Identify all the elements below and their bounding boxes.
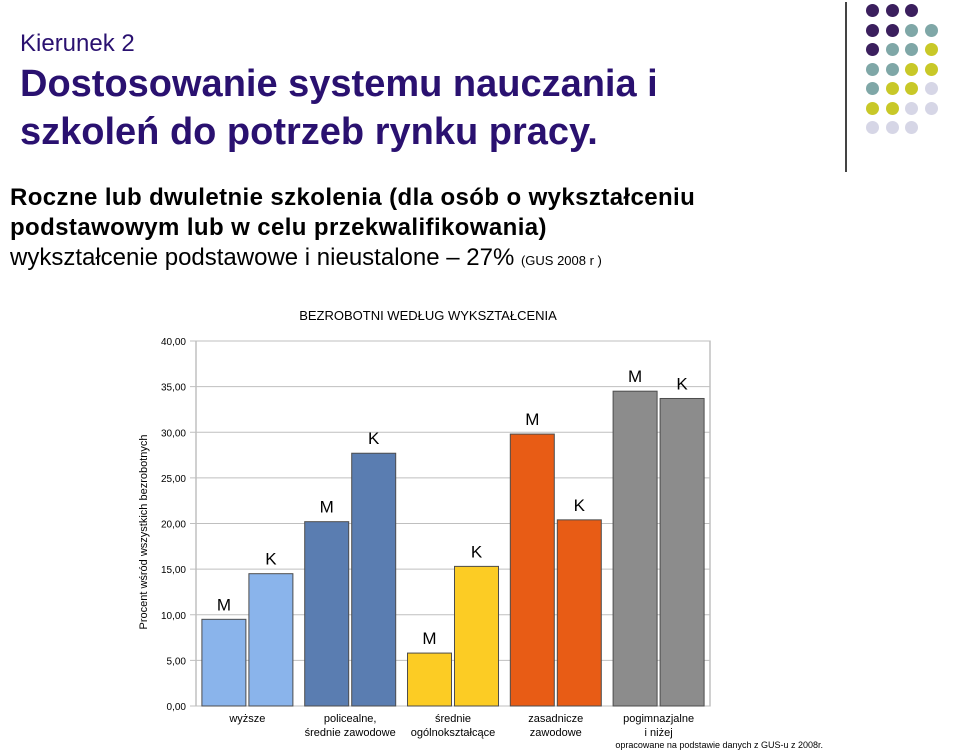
chart-bar [305, 522, 349, 706]
chart-bar-label: M [628, 367, 643, 387]
chart-x-tick-label: ogólnokształcące [410, 727, 496, 739]
chart-bar [557, 520, 601, 706]
slide-title-line-1: Dostosowanie systemu nauczania i [20, 63, 658, 105]
chart-x-tick-label: policealne, [323, 713, 377, 725]
chart-y-tick-label: 15,00 [160, 565, 186, 577]
chart-bar-label: K [265, 549, 277, 569]
chart-x-tick-label: i niżej [644, 727, 673, 739]
chart-x-tick-label: wyższe [229, 713, 266, 725]
chart-y-tick-label: 20,00 [160, 519, 186, 531]
body-bold-line-2: podstawowym lub w celu przekwalifikowania) [10, 214, 547, 241]
chart-bar [408, 653, 452, 706]
chart-y-tick-label: 25,00 [160, 473, 186, 485]
chart-x-tick-label: zawodowe [529, 727, 582, 739]
chart-bar [249, 574, 293, 706]
chart-footnote: opracowane na podstawie danych z GUS-u z 2008r. [615, 740, 823, 750]
chart-bar [613, 391, 657, 706]
chart-y-tick-label: 35,00 [160, 382, 186, 394]
chart-y-tick-label: 30,00 [160, 428, 186, 440]
chart-bar-label: K [368, 429, 380, 449]
chart-y-tick-label: 0,00 [166, 702, 186, 713]
chart-y-axis-label: Procent wśród wszystkich bezrobotnych [138, 434, 150, 630]
chart-bar-label: M [422, 629, 437, 649]
chart-bar-label: K [676, 374, 688, 394]
chart-x-tick-label: pogimnazjalne [623, 713, 695, 725]
chart-y-tick-label: 10,00 [160, 610, 186, 622]
chart-x-tick-label: zasadnicze [528, 713, 584, 725]
chart-bar-label: M [525, 410, 540, 430]
section-kicker: Kierunek 2 [20, 30, 135, 57]
chart-bar [510, 434, 554, 706]
chart-title: BEZROBOTNI WEDŁUG WYKSZTAŁCENIA [299, 308, 557, 323]
chart-bar [455, 566, 499, 706]
slide-title-line-2: szkoleń do potrzeb rynku pracy. [20, 111, 598, 153]
stat-text: wykształcenie podstawowe i nieustalone – 27% [10, 244, 521, 271]
stat-source: (GUS 2008 r ) [520, 253, 602, 268]
chart-bar [660, 398, 704, 706]
chart-bar-label: M [216, 595, 231, 615]
chart-bar-label: K [573, 495, 585, 515]
chart-bar-label: M [319, 497, 334, 517]
chart-x-tick-label: średnie [434, 713, 472, 725]
body-bold-line-1: Roczne lub dwuletnie szkolenia (dla osób o wykształceniu [10, 184, 696, 211]
chart-y-tick-label: 5,00 [166, 656, 186, 668]
chart-bar [202, 619, 246, 706]
chart-x-tick-label: średnie zawodowe [304, 727, 396, 739]
chart-y-tick-label: 40,00 [160, 337, 186, 348]
chart-bar-label: K [470, 542, 483, 562]
chart-bar [352, 453, 396, 706]
